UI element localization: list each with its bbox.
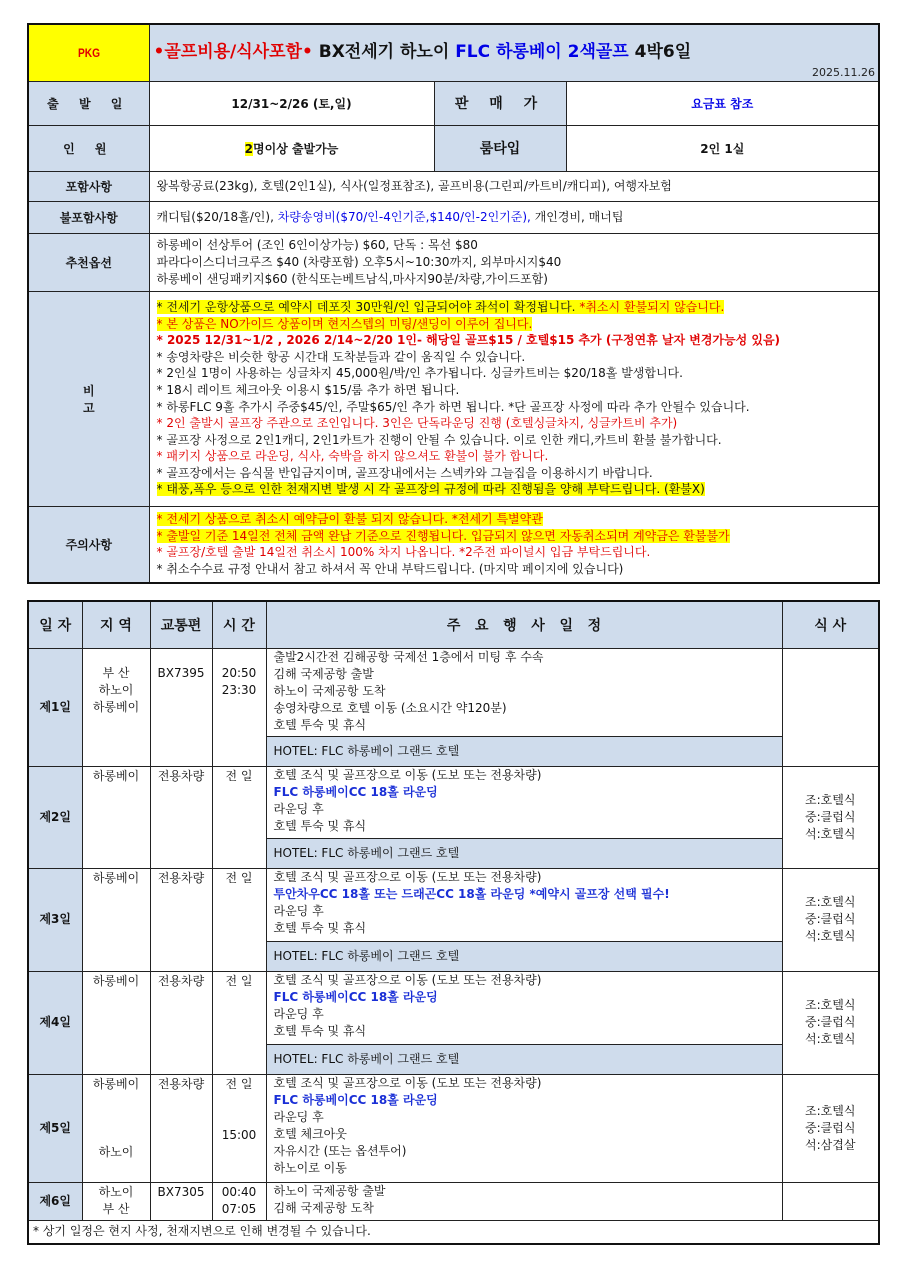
region: 하롱베이 xyxy=(82,971,150,1074)
included-label: 포함사항 xyxy=(28,171,149,201)
day-row xyxy=(28,1182,879,1220)
issue-date: 2025.11.26 xyxy=(812,65,876,79)
hotel-name: HOTEL: FLC 하롱베이 그랜드 호텔 xyxy=(266,1044,782,1074)
col-meals: 식 사 xyxy=(782,601,879,648)
remark-item: * 본 상품은 NO가이드 상품이며 현지스텝의 미팅/샌딩이 이루어 집니다. xyxy=(156,316,533,331)
day-label: 제4일 xyxy=(28,971,82,1074)
transport: 전용차량 xyxy=(150,971,212,1074)
option-item: 파라다이스디너크루즈 $40 (차량포함) 오후5시~10:30까지, 외부마시지$40 xyxy=(156,254,562,269)
remark-item: * 패키지 상품으로 라운딩, 식사, 숙박을 하지 않으셔도 환불이 불가 합니다. xyxy=(156,449,549,464)
caution-list xyxy=(149,506,879,583)
transport: BX7395 xyxy=(150,648,212,766)
hotel-name: HOTEL: FLC 하롱베이 그랜드 호텔 xyxy=(266,941,782,971)
activities: 하노이 국제공항 출발 김해 국제공항 도착 xyxy=(266,1182,782,1220)
day-label: 제2일 xyxy=(28,766,82,868)
activities: 호텔 조식 및 골프장으로 이동 (도보 또는 전용차량) FLC 하롱베이CC 18홀 라운딩 라운딩 후 호텔 투숙 및 휴식 xyxy=(266,766,782,838)
title-highlight: •골프비용/식사포함• xyxy=(153,42,313,62)
time: 00:40 07:05 xyxy=(212,1182,266,1220)
meals: 조:호텔식 중:클럽식 석:호텔식 xyxy=(782,766,879,868)
meals: 조:호텔식 중:클럽식 석:호텔식 xyxy=(782,868,879,971)
option-item: 하롱베이 샌딩패키지$60 (한식또는베트남식,마사지90분/차량,가이드포함) xyxy=(156,271,548,286)
region: 하롱베이 xyxy=(82,868,150,971)
day-row xyxy=(28,766,879,838)
activities: 호텔 조식 및 골프장으로 이동 (도보 또는 전용차량) FLC 하롱베이CC 18홀 라운딩 라운딩 후 호텔 체크아웃 자유시간 (또는 옵션투어) 하노이로 이동 xyxy=(266,1074,782,1182)
time: 20:50 23:30 xyxy=(212,648,266,766)
col-transport: 교통편 xyxy=(150,601,212,648)
activities: 호텔 조식 및 골프장으로 이동 (도보 또는 전용차량) FLC 하롱베이CC 18홀 라운딩 라운딩 후 호텔 투숙 및 휴식 xyxy=(266,971,782,1044)
transport: BX7305 xyxy=(150,1182,212,1220)
price-value: 요금표 참조 xyxy=(566,81,879,125)
meals xyxy=(782,1182,879,1220)
remark-item: * 골프장 사정으로 2인1캐디, 2인1카트가 진행이 안될 수 있습니다. 이로 인한 캐디,카트비 환불 불가합니다. xyxy=(156,432,722,447)
remark-item: * 18시 레이트 체크아웃 이용시 $15/룸 추가 하면 됩니다. xyxy=(156,382,460,397)
room-label: 룸타입 xyxy=(434,125,566,171)
remark-item: * 2인실 1명이 사용하는 싱글차지 45,000원/박/인 추가됩니다. 싱글카트비는 $20/18홀 발생합니다. xyxy=(156,366,683,381)
people-value: 2명이상 출발가능 xyxy=(149,125,434,171)
price-label: 판 매 가 xyxy=(434,81,566,125)
remark-item: * 태풍,폭우 등으로 인한 천재지변 발생 시 각 골프장의 규정에 따라 진행됨을 양해 부탁드립니다. (환불X) xyxy=(156,482,705,497)
room-value: 2인 1실 xyxy=(566,125,879,171)
caution-item: * 출발일 기준 14일전 전체 금액 완납 기준으로 진행됩니다. 입금되지 않으면 자동취소되며 계약금은 환불불가 xyxy=(156,528,730,543)
hotel-name: HOTEL: FLC 하롱베이 그랜드 호텔 xyxy=(266,838,782,868)
options-label: 추천옵션 xyxy=(28,233,149,291)
excluded-value: 캐디팁($20/18홀/인), 차량송영비($70/인-4인기준,$140/인-2인기준), 개인경비, 매너팁 xyxy=(149,201,879,233)
remark-item: * 2025 12/31~1/2 , 2026 2/14~2/20 1인- 해당일 골프$15 / 호텔$15 추가 (구정연휴 날자 변경가능성 있음) xyxy=(156,333,781,348)
col-time: 시 간 xyxy=(212,601,266,648)
activities: 호텔 조식 및 골프장으로 이동 (도보 또는 전용차량) 투안차우CC 18홀 또는 드래곤CC 18홀 라운딩 *예약시 골프장 선택 필수! 라운딩 후 호텔 투숙 및 휴식 xyxy=(266,868,782,941)
caution-item: * 골프장/호텔 출발 14일전 취소시 100% 차지 나옵니다. *2주전 파이널시 입금 부탁드립니다. xyxy=(156,545,651,560)
time: 전 일 xyxy=(212,868,266,971)
title-product: FLC 하롱베이 2색골프 xyxy=(455,42,629,62)
transport: 전용차량 xyxy=(150,766,212,868)
title-part: BX전세기 하노이 xyxy=(312,42,456,62)
transport: 전용차량 xyxy=(150,1074,212,1182)
itinerary-table xyxy=(27,600,880,1245)
region: 하롱베이 하노이 xyxy=(82,1074,150,1182)
region: 하노이 부 산 xyxy=(82,1182,150,1220)
col-day: 일 자 xyxy=(28,601,82,648)
excluded-label: 불포함사항 xyxy=(28,201,149,233)
caution-label: 주의사항 xyxy=(28,506,149,583)
included-value: 왕복항공료(23kg), 호텔(2인1실), 식사(일정표참조), 골프비용(그린피/카트비/캐디피), 여행자보험 xyxy=(149,171,879,201)
day-label: 제1일 xyxy=(28,648,82,766)
day-label: 제5일 xyxy=(28,1074,82,1182)
itinerary-header xyxy=(28,601,879,648)
time: 전 일 xyxy=(212,766,266,868)
day-label: 제3일 xyxy=(28,868,82,971)
remark-item: * 2인 출발시 골프장 주관으로 조인입니다. 3인은 단독라운딩 진행 (호텔싱글차지, 싱글카트비 추가) xyxy=(156,416,678,431)
time: 전 일 xyxy=(212,971,266,1074)
options-list xyxy=(149,233,879,291)
meals xyxy=(782,648,879,766)
region: 부 산 하노이 하롱베이 xyxy=(82,648,150,766)
day-label: 제6일 xyxy=(28,1182,82,1220)
people-label: 인 원 xyxy=(28,125,149,171)
remark-item: * 송영차량은 비슷한 항공 시간대 도착분들과 같이 움직일 수 있습니다. xyxy=(156,349,526,364)
caution-item: * 전세기 상품으로 취소시 예약금이 환불 되지 않습니다. *전세기 특별약관 xyxy=(156,512,543,527)
col-activities: 주 요 행 사 일 정 xyxy=(266,601,782,648)
remarks-label: 비 고 xyxy=(28,291,149,506)
day-row xyxy=(28,1074,879,1182)
pkg-badge: PKG xyxy=(28,24,149,81)
package-title xyxy=(149,24,879,81)
transport: 전용차량 xyxy=(150,868,212,971)
col-region: 지 역 xyxy=(82,601,150,648)
remark-item: * 전세기 운항상품으로 예약시 데포짓 30만원/인 입금되어야 좌석이 확정됩니다. *취소시 환불되지 않습니다. xyxy=(156,299,725,314)
meals: 조:호텔식 중:클럽식 석:삼겹살 xyxy=(782,1074,879,1182)
itinerary-footnote: * 상기 일정은 현지 사정, 천재지변으로 인해 변경될 수 있습니다. xyxy=(28,1220,879,1244)
day-row xyxy=(28,971,879,1044)
departure-value: 12/31~2/26 (토,일) xyxy=(149,81,434,125)
package-info-table xyxy=(27,23,880,584)
meals: 조:호텔식 중:클럽식 석:호텔식 xyxy=(782,971,879,1074)
remark-item: * 하롱FLC 9홀 추가시 주중$45/인, 주말$65/인 추가 하면 됩니다. *단 골프장 사정에 따라 추가 안될수 있습니다. xyxy=(156,399,750,414)
time: 전 일 15:00 xyxy=(212,1074,266,1182)
title-duration: 4박6일 xyxy=(628,42,692,62)
option-item: 하롱베이 선상투어 (조인 6인이상가능) $60, 단독 : 목선 $80 xyxy=(156,237,478,252)
departure-label: 출 발 일 xyxy=(28,81,149,125)
day-row xyxy=(28,868,879,941)
hotel-name: HOTEL: FLC 하롱베이 그랜드 호텔 xyxy=(266,736,782,766)
remark-item: * 골프장에서는 음식물 반입금지이며, 골프장내에서는 스넥카와 그늘집을 이용하시기 바랍니다. xyxy=(156,465,653,480)
activities: 출발2시간전 김해공항 국제선 1층에서 미팅 후 수속 김해 국제공항 출발 하노이 국제공항 도착 송영차량으로 호텔 이동 (소요시간 약120분) 호텔 투숙 및 휴식 xyxy=(266,648,782,736)
remarks-list xyxy=(149,291,879,506)
caution-item: * 취소수수료 규정 안내서 참고 하셔서 꼭 안내 부탁드립니다. (마지막 페이지에 있습니다) xyxy=(156,561,624,576)
region: 하롱베이 xyxy=(82,766,150,868)
day-row xyxy=(28,648,879,736)
